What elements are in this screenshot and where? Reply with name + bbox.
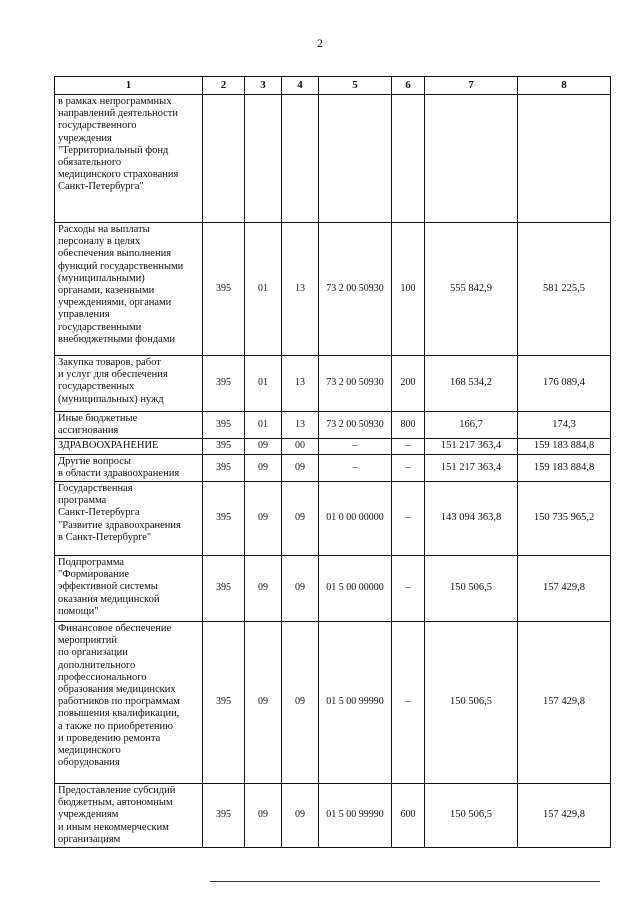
section-cell: 09 [245,439,282,454]
section-cell: 09 [245,454,282,481]
subsection-cell: 09 [282,556,319,622]
header-row [55,77,611,95]
amount-year2-cell: 176 089,4 [518,356,611,412]
target-article-cell [319,95,392,223]
kvsr-cell: 395 [203,482,245,556]
section-cell: 09 [245,556,282,622]
row-name-cell: Подпрограмма "Формирование эффективной системы оказания медицинской помощи" [55,556,203,622]
subsection-cell: 00 [282,439,319,454]
section-cell: 01 [245,223,282,356]
row-name-cell: Закупка товаров, работ и услуг для обеспечения государственных (муниципальных) нужд [55,356,203,412]
expense-type-cell: 100 [392,223,425,356]
table-row [55,622,611,784]
kvsr-cell: 395 [203,454,245,481]
table-row [55,95,611,223]
amount-year2-cell: 157 429,8 [518,622,611,784]
amount-year1-cell [425,95,518,223]
subsection-cell: 13 [282,356,319,412]
column-header: 5 [319,77,392,95]
row-name-cell: Иные бюджетные ассигнования [55,412,203,439]
expense-type-cell: – [392,482,425,556]
column-header: 2 [203,77,245,95]
footer-rule [210,881,600,882]
expense-type-cell: 200 [392,356,425,412]
amount-year1-cell: 555 842,9 [425,223,518,356]
kvsr-cell: 395 [203,356,245,412]
table-row [55,439,611,454]
column-header: 6 [392,77,425,95]
expense-type-cell: – [392,439,425,454]
target-article-cell: 01 5 00 99990 [319,784,392,848]
amount-year2-cell: 150 735 965,2 [518,482,611,556]
table-row [55,556,611,622]
column-header: 8 [518,77,611,95]
kvsr-cell: 395 [203,556,245,622]
target-article-cell: 01 5 00 99990 [319,622,392,784]
kvsr-cell: 395 [203,223,245,356]
row-name-cell: ЗДРАВООХРАНЕНИЕ [55,439,203,454]
section-cell [245,95,282,223]
target-article-cell: 73 2 00 50930 [319,356,392,412]
amount-year1-cell: 143 094 363,8 [425,482,518,556]
target-article-cell: 01 0 00 00000 [319,482,392,556]
amount-year2-cell: 159 183 884,8 [518,439,611,454]
page-number: 2 [317,36,323,50]
table-row [55,784,611,848]
amount-year2-cell: 581 225,5 [518,223,611,356]
amount-year1-cell: 150 506,5 [425,556,518,622]
subsection-cell: 09 [282,784,319,848]
kvsr-cell: 395 [203,412,245,439]
row-name-cell: Предоставление субсидий бюджетным, автономным учреждениям и иным некоммерческим организациям [55,784,203,848]
column-header: 1 [55,77,203,95]
expense-type-cell: – [392,556,425,622]
amount-year1-cell: 168 534,2 [425,356,518,412]
section-cell: 01 [245,412,282,439]
expense-type-cell: – [392,454,425,481]
subsection-cell: 13 [282,223,319,356]
expense-type-cell: – [392,622,425,784]
row-name-cell: Финансовое обеспечение мероприятий по организации дополнительного профессионального образования медицинских работников по программам повышения квалификации, а также по приобретению и проведению ремонта медицинского оборудования [55,622,203,784]
row-name-cell: Расходы на выплаты персоналу в целях обеспечения выполнения функций государственными (муниципальными) органами, казенными учреждениями, органами управления государственными внебюджетными фондами [55,223,203,356]
amount-year2-cell [518,95,611,223]
subsection-cell: 09 [282,622,319,784]
row-name-cell: Государственная программа Санкт-Петербурга "Развитие здравоохранения в Санкт-Петербурге" [55,482,203,556]
table-row [55,482,611,556]
expense-type-cell: 800 [392,412,425,439]
expense-type-cell [392,95,425,223]
amount-year1-cell: 150 506,5 [425,784,518,848]
budget-table [54,76,611,848]
amount-year2-cell: 159 183 884,8 [518,454,611,481]
section-cell: 09 [245,482,282,556]
amount-year1-cell: 151 217 363,4 [425,454,518,481]
amount-year2-cell: 157 429,8 [518,784,611,848]
kvsr-cell: 395 [203,784,245,848]
table-row [55,223,611,356]
amount-year1-cell: 166,7 [425,412,518,439]
expense-type-cell: 600 [392,784,425,848]
amount-year1-cell: 150 506,5 [425,622,518,784]
section-cell: 09 [245,622,282,784]
row-name-cell: в рамках непрограммных направлений деятельности государственного учреждения "Территориальный фонд обязательного медицинского страхования Санкт-Петербурга" [55,95,203,223]
amount-year2-cell: 157 429,8 [518,556,611,622]
amount-year2-cell: 174,3 [518,412,611,439]
column-header: 4 [282,77,319,95]
target-article-cell: – [319,439,392,454]
table-body [55,95,611,848]
kvsr-cell [203,95,245,223]
subsection-cell: 09 [282,482,319,556]
amount-year1-cell: 151 217 363,4 [425,439,518,454]
table-row [55,356,611,412]
subsection-cell [282,95,319,223]
row-name-cell: Другие вопросы в области здравоохранения [55,454,203,481]
subsection-cell: 09 [282,454,319,481]
target-article-cell: – [319,454,392,481]
kvsr-cell: 395 [203,622,245,784]
section-cell: 09 [245,784,282,848]
column-header: 7 [425,77,518,95]
target-article-cell: 73 2 00 50930 [319,223,392,356]
subsection-cell: 13 [282,412,319,439]
section-cell: 01 [245,356,282,412]
table-row [55,454,611,481]
target-article-cell: 73 2 00 50930 [319,412,392,439]
target-article-cell: 01 5 00 00000 [319,556,392,622]
kvsr-cell: 395 [203,439,245,454]
column-header: 3 [245,77,282,95]
table-row [55,412,611,439]
